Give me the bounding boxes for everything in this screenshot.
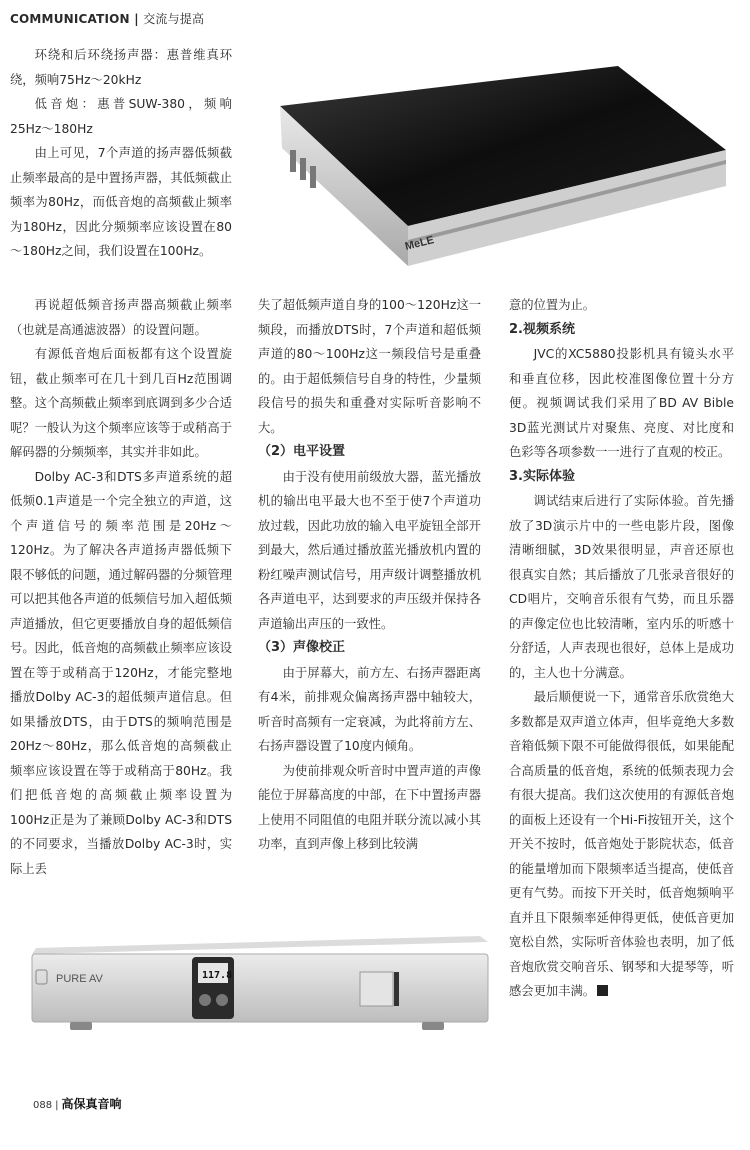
paragraph: 由上可见，7个声道的扬声器低频截止频率最高的是中置扬声器，其低频截止频率为80Hz，而低音炮的高频截止频率为180Hz，因此分频频率应该设置在80～180Hz之间，我们设置在100Hz。	[10, 146, 232, 258]
subheading-experience: 3.实际体验	[509, 468, 575, 484]
paragraph: 为使前排观众听音时中置声道的声像能位于屏幕高度的中部，在下中置扬声器上使用不同阻值的电阻并联分流以减小其功率，直到声像上移到比较满	[258, 763, 481, 851]
page-number: 088	[33, 1100, 53, 1111]
page-footer	[33, 1095, 121, 1112]
footer-separator: |	[55, 1100, 59, 1111]
paragraph: 由于屏幕大，前方左、右扬声器距离有4米，前排观众偏离扬声器中轴较大，听音时高频有一定衰减，为此将前方左、右扬声器设置了10度内倾角。	[258, 665, 481, 753]
subheading-level: （2）电平设置	[258, 444, 346, 459]
header-separator: |	[134, 12, 139, 26]
paragraph: 意的位置为止。	[509, 298, 596, 312]
paragraph: 由于没有使用前级放大器，蓝光播放机的输出电平最大也不至于使7个声道功放过载，因此功放的输入电平旋钮全部开到最大，然后通过播放蓝光播放机内置的粉红噪声测试信号，用声级计调整播放机各声道电平，达到要求的声压级并保持各声道输出声压的一致性。	[258, 469, 481, 631]
subheading-image: （3）声像校正	[258, 640, 346, 655]
paragraph: 调试结束后进行了实际体验。首先播放了3D演示片中的一些电影片段，图像清晰细腻，3D效果很明显，声音还原也很真实自然；其后播放了几张录音很好的CD唱片，交响音乐很有气势，而且乐器的声像定位也比较清晰，室内乐的听感十分舒适，人声表现也很好，总体上是成功的，主人也十分满意。	[509, 494, 734, 680]
column-1-top	[10, 43, 232, 264]
column-3	[509, 293, 734, 1004]
amp-display-readout: 117.8	[202, 970, 233, 981]
player-brand-logo: MeLE	[403, 234, 436, 253]
column-1	[10, 293, 232, 881]
paragraph: 环绕和后环绕扬声器：惠普维真环绕，频响75Hz～20kHz	[10, 48, 232, 87]
paragraph	[509, 685, 734, 1004]
subheading-video: 2.视频系统	[509, 321, 575, 337]
media-player-image	[268, 58, 738, 278]
amplifier-image	[22, 928, 494, 1043]
column-2	[258, 293, 481, 857]
usb-port-icon	[310, 166, 316, 188]
paragraph: 低音炮：惠普SUW-380，频响25Hz～180Hz	[10, 97, 232, 136]
paragraph: 失了超低频声道自身的100～120Hz这一频段，而播放DTS时，7个声道和超低频声道的80～100Hz这一频段信号是重叠的。由于超低频信号自身的特性，少量频段信号的损失和重叠对实际听音影响不大。	[258, 298, 481, 435]
knob-icon	[216, 994, 228, 1006]
magazine-name: 高保真音响	[61, 1097, 122, 1111]
paragraph: 有源低音炮后面板都有这个设置旋钮，截止频率可在几十到几百Hz范围调整。这个高频截止频率到底调到多少合适呢？一般认为这个频率应该等于或稍高于解码器的分频频率，其实并非如此。	[10, 347, 232, 459]
usb-port-icon	[290, 150, 296, 172]
paragraph: JVC的XC5880投影机具有镜头水平和垂直位移，因此校准图像位置十分方便。视频调试我们采用了BD AV Bible 3D蓝光测试片对聚焦、亮度、对比度和色彩等各项参数一一进行了直观的校正。	[509, 347, 734, 459]
paragraph: Dolby AC-3和DTS多声道系统的超低频0.1声道是一个完全独立的声道，这个声道信号的频率范围是20Hz～120Hz。为了解决各声道扬声器低频下限不够低的问题，通过解码器的分频管理可以把其他各声道的低频信号加入超低频声道播放，但它更要播放自身的超低频信号。因此，低音炮的高频截止频率应该设置在等于或稍高于120Hz，才能完整地播放Dolby AC-3的超低频声道信息。但如果播放DTS，由于DTS的频响范围是20Hz～80Hz，那么低音炮的高频截止频率应该设置在等于或稍高于80Hz。我们把低音炮的高频截止频率设置为100Hz正是为了兼顾Dolby AC-3和DTS的不同要求，当播放Dolby AC-3时，实际上丢	[10, 469, 232, 876]
knob-icon	[199, 994, 211, 1006]
section-name: COMMUNICATION	[10, 12, 130, 26]
amp-brand-logo: PURE AV	[56, 973, 103, 985]
paragraph-text: 最后顺便说一下，通常音乐欣赏绝大多数都是双声道立体声，但毕竟绝大多数音箱低频下限不可能做得很低，如果能配合高质量的低音炮，系统的低频表现力会有很大提高。我们这次使用的有源低音炮的面板上还设有一个Hi-Fi按钮开关，这个开关不按时，低音炮处于影院状态，低音的能量增加而下限频率适当提高，使低音更有气势。而按下开关时，低音炮频响平直并且下限频率延伸得更低，使低音更加宽松自然，实际听音体验也表明，加了低音炮欣赏交响音乐、钢琴和大提琴等，听感会更加丰满。	[509, 690, 734, 998]
section-title-cn: 交流与提高	[143, 12, 205, 26]
end-mark-icon	[597, 985, 608, 996]
paragraph: 再说超低频音扬声器高频截止频率（也就是高通滤波器）的设置问题。	[10, 298, 232, 337]
usb-port-icon	[300, 158, 306, 180]
section-header	[10, 10, 204, 27]
